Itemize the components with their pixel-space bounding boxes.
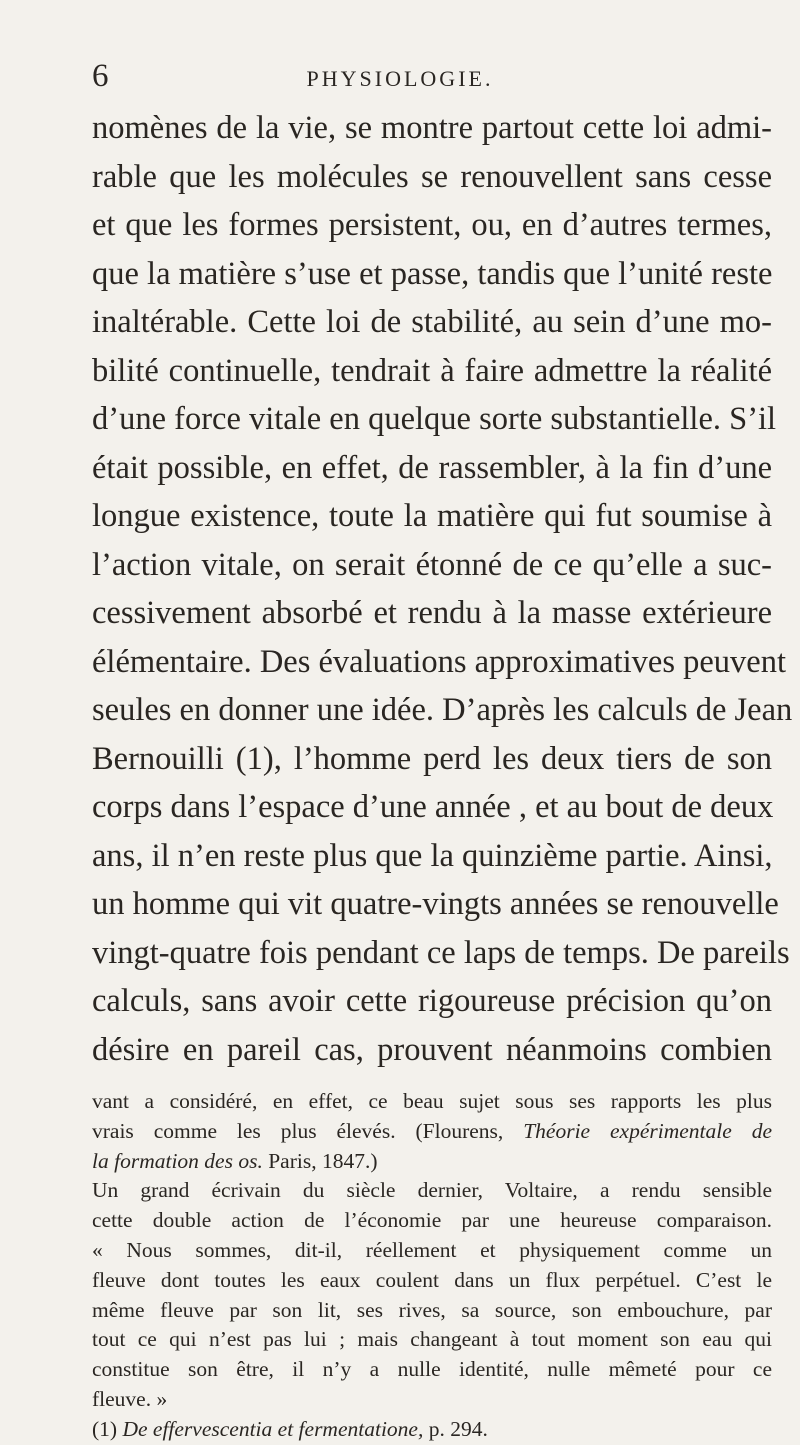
footnote-text: vrais comme les plus élevés. (Flourens, <box>92 1118 524 1143</box>
footnote-marker: (1) <box>92 1416 123 1441</box>
text-line: rable que les molécules se renouvellent sans cesse <box>92 158 772 195</box>
footnote-line: même fleuve par son lit, ses rives, sa source, son embouchure, par <box>92 1297 772 1322</box>
book-title: la formation des os. <box>92 1148 263 1173</box>
text-line: vingt-quatre fois pendant ce laps de temps. De pareils <box>92 934 790 971</box>
page-number: 6 <box>92 58 109 94</box>
text-line: longue existence, toute la matière qui fut soumise à <box>92 498 772 534</box>
footnote-line <box>92 1117 772 1147</box>
text-line: Bernouilli (1), l’homme perd les deux tiers de son <box>92 740 772 777</box>
book-title: De effervescentia et fermentatione, <box>122 1416 424 1441</box>
book-title: Théorie expérimentale de <box>523 1118 772 1143</box>
text-line: ans, il n’en reste plus que la quinzième partie. Ainsi, <box>92 837 773 874</box>
text-line: était possible, en effet, de rassembler, à la fin d’une <box>92 449 772 486</box>
text-line: un homme qui vit quatre-vingts années se renouvelle <box>92 886 779 922</box>
text-line: que la matière s’use et passe, tandis que l’unité reste <box>92 255 773 292</box>
footnote-line: constitue son être, il n’y a nulle identité, nulle mêmeté pour ce <box>92 1357 772 1382</box>
text-line: d’une force vitale en quelque sorte substantielle. S’il <box>92 401 777 437</box>
text-line: nomènes de la vie, se montre partout cette loi admi- <box>92 110 772 146</box>
footnotes <box>92 1087 772 1445</box>
text-line: l’action vitale, on serait étonné de ce qu’elle a suc- <box>92 546 772 583</box>
text-line: bilité continuelle, tendrait à faire admettre la réalité <box>92 352 772 389</box>
footnote-line: tout ce qui n’est pas lui ; mais changeant à tout moment son eau qui <box>92 1327 772 1352</box>
footnote-line: fleuve. » <box>92 1386 168 1411</box>
footnote-line: fleuve dont toutes les eaux coulent dans un flux perpétuel. C’est le <box>92 1267 772 1292</box>
footnote-line <box>92 1415 772 1445</box>
text-line: élémentaire. Des évaluations approximatives peuvent <box>92 643 786 680</box>
footnote-text: p. 294. <box>423 1416 488 1441</box>
footnote-line: cette double action de l’économie par une heureuse comparaison. <box>92 1208 772 1233</box>
footnote-text: Paris, 1847.) <box>262 1148 378 1173</box>
footnote-line: vant a considéré, en effet, ce beau sujet sous ses rapports les plus <box>92 1089 772 1113</box>
text-line: corps dans l’espace d’une année , et au bout de deux <box>92 789 774 825</box>
footnote-line <box>92 1147 772 1177</box>
text-line: inaltérable. Cette loi de stabilité, au sein d’une mo- <box>92 304 772 340</box>
text-line: cessivement absorbé et rendu à la masse extérieure <box>92 595 772 631</box>
text-line: calculs, sans avoir cette rigoureuse précision qu’on <box>92 983 772 1019</box>
text-line: et que les formes persistent, ou, en d’autres termes, <box>92 207 772 243</box>
main-text <box>92 104 793 1074</box>
footnote-line: « Nous sommes, dit-il, réellement et physiquement comme un <box>92 1237 772 1262</box>
text-line: désire en pareil cas, prouvent néanmoins combien <box>92 1031 772 1068</box>
running-title: PHYSIOLOGIE. <box>306 66 494 91</box>
footnote-line: Un grand écrivain du siècle dernier, Voltaire, a rendu sensible <box>92 1178 772 1203</box>
text-line: seules en donner une idée. D’après les calculs de Jean <box>92 692 793 728</box>
